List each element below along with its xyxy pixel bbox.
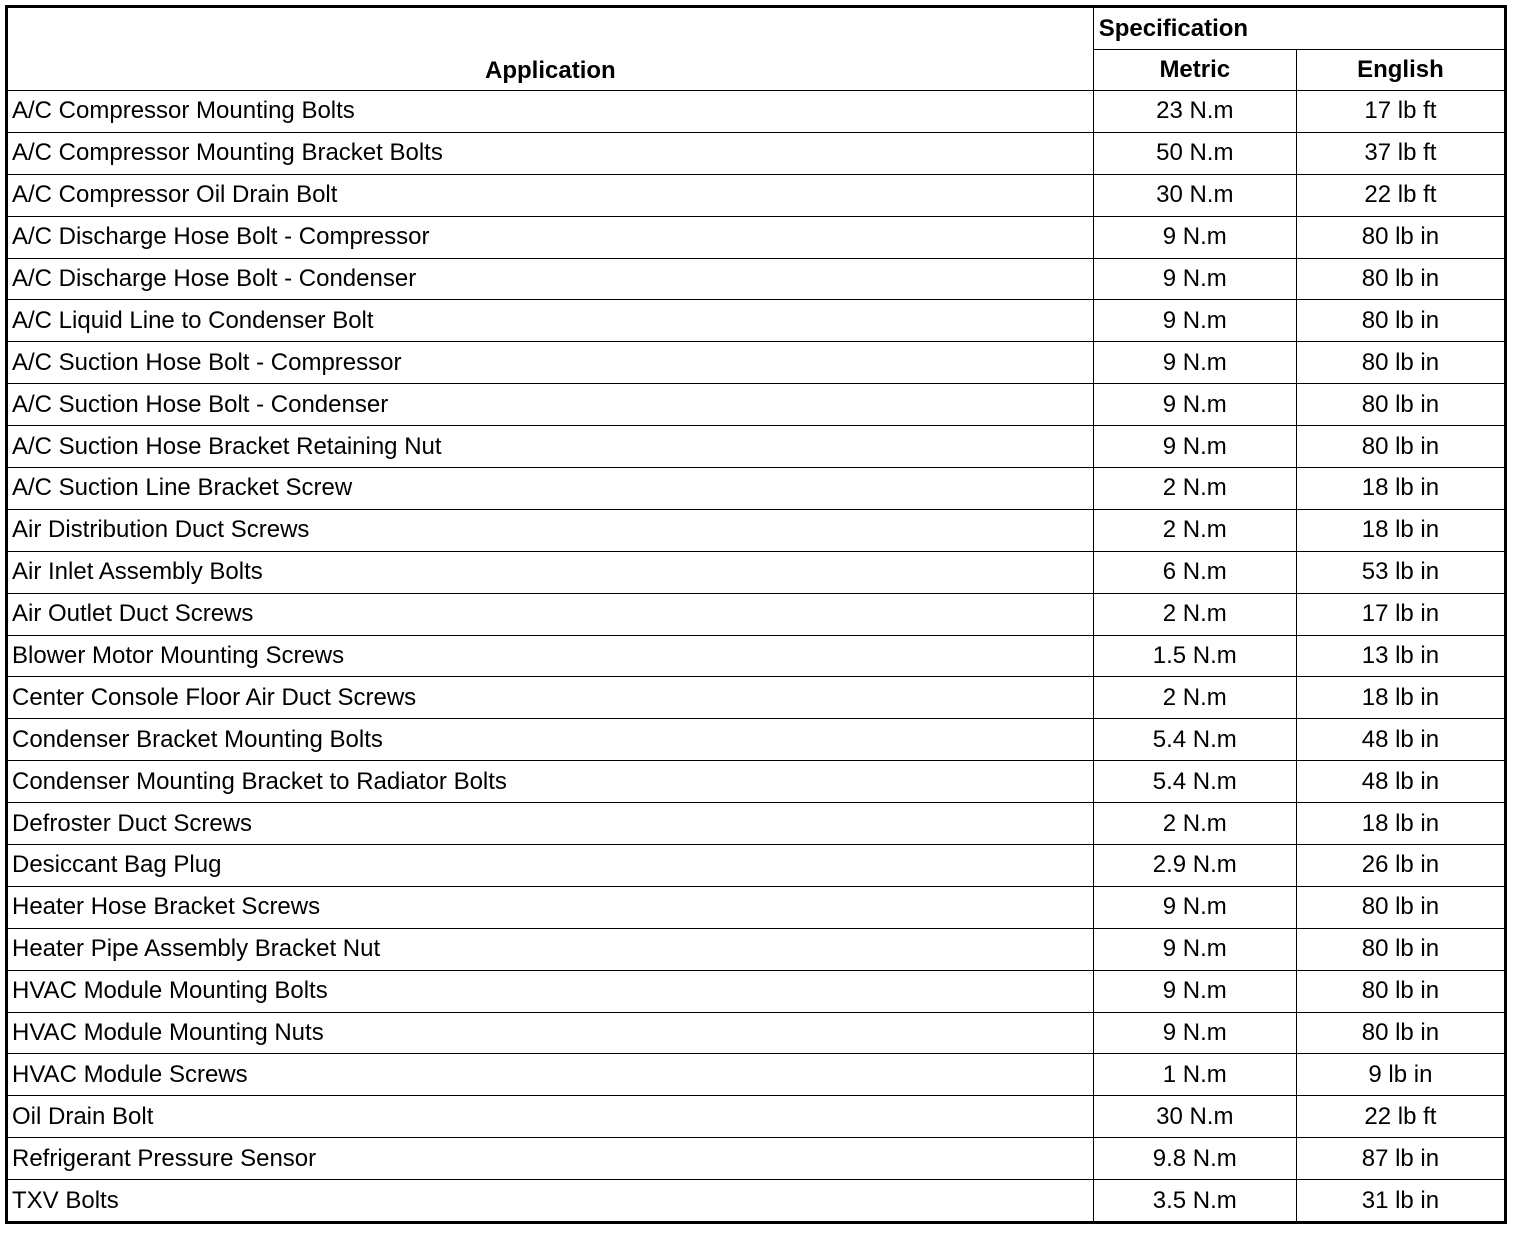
- metric-value-cell: 1 N.m: [1093, 1054, 1296, 1096]
- table-row: [7, 342, 1506, 384]
- metric-value-cell: 23 N.m: [1093, 91, 1296, 133]
- application-cell: A/C Discharge Hose Bolt - Compressor: [7, 216, 1094, 258]
- metric-value-cell: 9 N.m: [1093, 928, 1296, 970]
- english-value-cell: 80 lb in: [1296, 928, 1505, 970]
- metric-value-cell: 5.4 N.m: [1093, 761, 1296, 803]
- table-row: [7, 1180, 1506, 1223]
- table-row: [7, 1012, 1506, 1054]
- metric-value-cell: 9 N.m: [1093, 258, 1296, 300]
- english-column-header: English: [1296, 50, 1505, 91]
- table-row: [7, 593, 1506, 635]
- application-cell: HVAC Module Mounting Bolts: [7, 970, 1094, 1012]
- metric-value-cell: 9.8 N.m: [1093, 1138, 1296, 1180]
- application-cell: A/C Compressor Mounting Bracket Bolts: [7, 132, 1094, 174]
- table-body: [7, 91, 1506, 1223]
- english-value-cell: 48 lb in: [1296, 719, 1505, 761]
- application-cell: Air Inlet Assembly Bolts: [7, 551, 1094, 593]
- table-row: [7, 384, 1506, 426]
- application-cell: A/C Liquid Line to Condenser Bolt: [7, 300, 1094, 342]
- application-cell: HVAC Module Mounting Nuts: [7, 1012, 1094, 1054]
- table-row: [7, 970, 1506, 1012]
- table-row: [7, 551, 1506, 593]
- english-value-cell: 17 lb ft: [1296, 91, 1505, 133]
- english-value-cell: 80 lb in: [1296, 886, 1505, 928]
- table-row: [7, 1054, 1506, 1096]
- application-cell: A/C Suction Hose Bolt - Condenser: [7, 384, 1094, 426]
- application-cell: A/C Compressor Oil Drain Bolt: [7, 174, 1094, 216]
- table-row: [7, 635, 1506, 677]
- english-value-cell: 22 lb ft: [1296, 1096, 1505, 1138]
- english-value-cell: 53 lb in: [1296, 551, 1505, 593]
- table-row: [7, 845, 1506, 887]
- application-cell: A/C Compressor Mounting Bolts: [7, 91, 1094, 133]
- english-value-cell: 80 lb in: [1296, 216, 1505, 258]
- table-row: [7, 1138, 1506, 1180]
- application-cell: Blower Motor Mounting Screws: [7, 635, 1094, 677]
- application-cell: Oil Drain Bolt: [7, 1096, 1094, 1138]
- english-value-cell: 9 lb in: [1296, 1054, 1505, 1096]
- table-row: [7, 258, 1506, 300]
- application-cell: Heater Hose Bracket Screws: [7, 886, 1094, 928]
- english-value-cell: 26 lb in: [1296, 845, 1505, 887]
- english-value-cell: 80 lb in: [1296, 384, 1505, 426]
- metric-value-cell: 5.4 N.m: [1093, 719, 1296, 761]
- metric-value-cell: 9 N.m: [1093, 300, 1296, 342]
- application-cell: Condenser Mounting Bracket to Radiator Bolts: [7, 761, 1094, 803]
- english-value-cell: 22 lb ft: [1296, 174, 1505, 216]
- metric-value-cell: 9 N.m: [1093, 426, 1296, 468]
- header-row-top: [7, 7, 1506, 50]
- metric-column-header: Metric: [1093, 50, 1296, 91]
- application-cell: A/C Suction Hose Bracket Retaining Nut: [7, 426, 1094, 468]
- application-cell: Refrigerant Pressure Sensor: [7, 1138, 1094, 1180]
- metric-value-cell: 2.9 N.m: [1093, 845, 1296, 887]
- application-cell: Desiccant Bag Plug: [7, 845, 1094, 887]
- english-value-cell: 80 lb in: [1296, 342, 1505, 384]
- table-row: [7, 677, 1506, 719]
- english-value-cell: 48 lb in: [1296, 761, 1505, 803]
- table-row: [7, 426, 1506, 468]
- metric-value-cell: 6 N.m: [1093, 551, 1296, 593]
- english-value-cell: 31 lb in: [1296, 1180, 1505, 1223]
- specification-group-header: Specification: [1093, 7, 1505, 50]
- metric-value-cell: 9 N.m: [1093, 1012, 1296, 1054]
- english-value-cell: 17 lb in: [1296, 593, 1505, 635]
- metric-value-cell: 2 N.m: [1093, 677, 1296, 719]
- english-value-cell: 18 lb in: [1296, 803, 1505, 845]
- metric-value-cell: 2 N.m: [1093, 593, 1296, 635]
- table-row: [7, 216, 1506, 258]
- metric-value-cell: 9 N.m: [1093, 886, 1296, 928]
- table-row: [7, 300, 1506, 342]
- metric-value-cell: 30 N.m: [1093, 174, 1296, 216]
- table-row: [7, 886, 1506, 928]
- english-value-cell: 18 lb in: [1296, 468, 1505, 510]
- application-cell: Center Console Floor Air Duct Screws: [7, 677, 1094, 719]
- english-value-cell: 18 lb in: [1296, 677, 1505, 719]
- metric-value-cell: 9 N.m: [1093, 342, 1296, 384]
- table-row: [7, 803, 1506, 845]
- application-cell: HVAC Module Screws: [7, 1054, 1094, 1096]
- english-value-cell: 18 lb in: [1296, 509, 1505, 551]
- table-row: [7, 719, 1506, 761]
- application-cell: Condenser Bracket Mounting Bolts: [7, 719, 1094, 761]
- application-cell: Heater Pipe Assembly Bracket Nut: [7, 928, 1094, 970]
- metric-value-cell: 1.5 N.m: [1093, 635, 1296, 677]
- english-value-cell: 80 lb in: [1296, 258, 1505, 300]
- table-row: [7, 132, 1506, 174]
- table-row: [7, 174, 1506, 216]
- table-row: [7, 91, 1506, 133]
- application-cell: Defroster Duct Screws: [7, 803, 1094, 845]
- metric-value-cell: 30 N.m: [1093, 1096, 1296, 1138]
- metric-value-cell: 2 N.m: [1093, 509, 1296, 551]
- table-row: [7, 509, 1506, 551]
- application-column-header: Application: [7, 7, 1094, 91]
- metric-value-cell: 9 N.m: [1093, 970, 1296, 1012]
- english-value-cell: 80 lb in: [1296, 1012, 1505, 1054]
- metric-value-cell: 3.5 N.m: [1093, 1180, 1296, 1223]
- metric-value-cell: 9 N.m: [1093, 216, 1296, 258]
- english-value-cell: 37 lb ft: [1296, 132, 1505, 174]
- table-row: [7, 468, 1506, 510]
- application-cell: A/C Suction Hose Bolt - Compressor: [7, 342, 1094, 384]
- english-value-cell: 13 lb in: [1296, 635, 1505, 677]
- english-value-cell: 80 lb in: [1296, 426, 1505, 468]
- application-cell: A/C Discharge Hose Bolt - Condenser: [7, 258, 1094, 300]
- english-value-cell: 80 lb in: [1296, 300, 1505, 342]
- metric-value-cell: 50 N.m: [1093, 132, 1296, 174]
- table-row: [7, 928, 1506, 970]
- fastener-specification-table: [5, 5, 1507, 1224]
- table-row: [7, 1096, 1506, 1138]
- english-value-cell: 87 lb in: [1296, 1138, 1505, 1180]
- application-cell: A/C Suction Line Bracket Screw: [7, 468, 1094, 510]
- application-cell: Air Distribution Duct Screws: [7, 509, 1094, 551]
- application-cell: TXV Bolts: [7, 1180, 1094, 1223]
- metric-value-cell: 2 N.m: [1093, 468, 1296, 510]
- english-value-cell: 80 lb in: [1296, 970, 1505, 1012]
- application-cell: Air Outlet Duct Screws: [7, 593, 1094, 635]
- table-row: [7, 761, 1506, 803]
- table-header: [7, 7, 1506, 91]
- metric-value-cell: 9 N.m: [1093, 384, 1296, 426]
- metric-value-cell: 2 N.m: [1093, 803, 1296, 845]
